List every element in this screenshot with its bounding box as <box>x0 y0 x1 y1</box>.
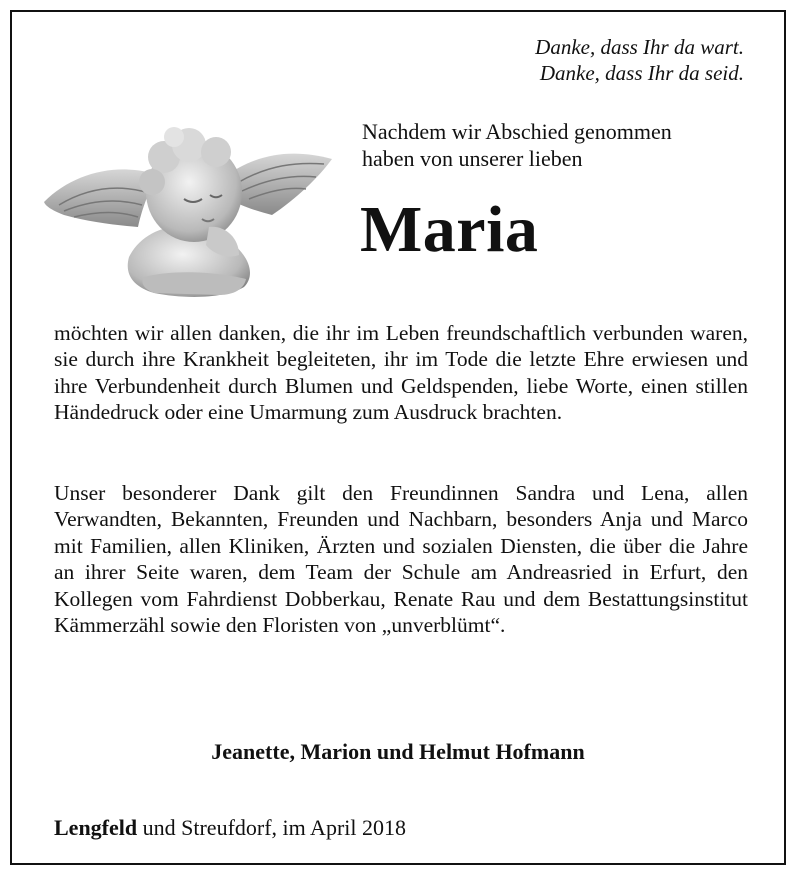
thanks-paragraph-1: möchten wir allen danken, die ihr im Leben freundschaftlich verbunden waren, sie durch ihre Krankheit begleiteten, ihr im Tode die letzte Ehre erwiesen und ihre Verbundenheit durch Blumen und Geldspenden, liebe Worte, einen stillen Händedruck oder eine Umarmung zum Ausdruck brachten. <box>54 321 748 425</box>
place-rest: und Streufdorf, im April 2018 <box>137 815 406 840</box>
deceased-name: Maria <box>360 193 539 266</box>
place-town: Lengfeld <box>54 815 138 840</box>
motto-line-1: Danke, dass Ihr da wart. <box>535 35 744 59</box>
cherub-angel-icon <box>34 107 334 302</box>
intro-line-2: haben von unserer lieben <box>362 146 583 171</box>
place-date <box>54 815 406 841</box>
motto <box>535 34 744 86</box>
motto-line-2: Danke, dass Ihr da seid. <box>539 61 744 85</box>
obituary-frame <box>10 10 786 865</box>
signers: Jeanette, Marion und Helmut Hofmann <box>211 739 585 764</box>
intro-text <box>362 118 672 172</box>
thanks-paragraph-2: Unser besonderer Dank gilt den Freundinnen Sandra und Lena, allen Verwandten, Bekannten, Freunden und Nachbarn, besonders Anja und Marco mit Familien, allen Kliniken, Ärzten und sozialen Diensten, die über die Jahre an ihrer Seite waren, dem Team der Schule am Andreasried in Erfurt, den Kollegen vom Fahrdienst Dobberkau, Renate Rau und dem Bestattungsinstitut Kämmerzähl sowie den Floristen von „unverblümt“. <box>54 481 748 638</box>
intro-line-1: Nachdem wir Abschied genommen <box>362 119 672 144</box>
